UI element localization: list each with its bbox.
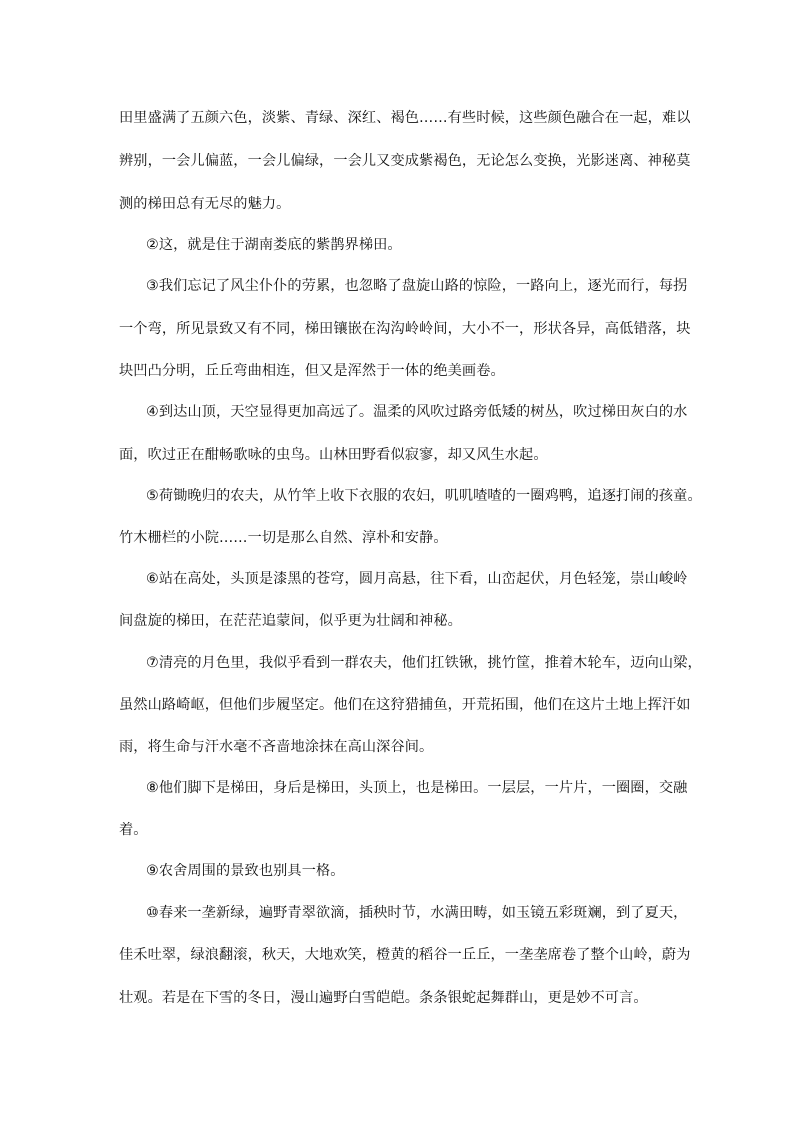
paragraph-7: ⑦清亮的月色里，我似乎看到一群农夫，他们扛铁锹，挑竹筐，推着木轮车，迈向山梁， [146,655,702,671]
text-line: 一个弯，所见景致又有不同，梯田镶嵌在沟沟岭岭间，大小不一，形状各异，高低错落，块 [119,321,691,337]
paragraph-5: ⑤荷锄晚归的农夫，从竹竿上收下衣服的农妇，叽叽喳喳的一圈鸡鸭，追逐打闹的孩童。 [146,488,702,504]
paragraph-10: ⑩春来一垄新绿，遍野青翠欲滴，插秧时节，水满田畴，如玉镜五彩斑斓，到了夏天， [146,905,688,921]
text-line: 竹木栅栏的小院……一切是那么自然、淳朴和安静。 [119,530,448,546]
paragraph-9: ⑨农舍周围的景致也别具一格。 [146,863,345,879]
text-line: 虽然山路崎岖，但他们步履坚定。他们在这狩猎捕鱼，开荒拓围，他们在这片土地上挥汗如 [119,697,691,713]
text-line: 辨别，一会儿偏蓝，一会儿偏绿，一会儿又变成紫褐色，无论怎么变换，光影迷离、神秘莫 [119,153,691,169]
text-line: 面，吹过正在酣畅歌咏的虫鸟。山林田野看似寂寥，却又风生水起。 [119,447,548,463]
text-line: 测的梯田总有无尽的魅力。 [119,196,291,212]
text-line: 壮观。若是在下雪的冬日，漫山遍野白雪皑皑。条条银蛇起舞群山，更是妙不可言。 [119,990,648,1006]
text-line: 田里盛满了五颜六色，淡紫、青绿、深红、褐色……有些时候，这些颜色融合在一起，难以 [119,110,691,126]
text-line: 间盘旋的梯田，在茫茫追蒙间，似乎更为壮阔和神秘。 [119,613,462,629]
paragraph-3: ③我们忘记了风尘仆仆的劳累，也忽略了盘旋山路的惊险，一路向上，逐光而行，每拐 [146,278,688,294]
paragraph-4: ④到达山顶，天空显得更加高远了。温柔的风吹过路旁低矮的树丛，吹过梯田灰白的水 [146,404,688,420]
text-line: 佳禾吐翠，绿浪翻滚，秋天，大地欢笑，橙黄的稻谷一丘丘，一垄垄席卷了整个山岭，蔚为 [119,947,691,963]
paragraph-2: ②这，就是住于湖南娄底的紫鹊界梯田。 [146,237,402,253]
text-line: 着。 [119,822,148,838]
paragraph-8: ⑧他们脚下是梯田，身后是梯田，头顶上，也是梯田。一层层，一片片，一圈圈，交融 [146,780,688,796]
paragraph-6: ⑥站在高处，头顶是漆黑的苍穹，圆月高悬，往下看，山峦起伏，月色轻笼，崇山峻岭 [146,571,688,587]
text-line: 雨，将生命与汗水毫不吝啬地涂抹在高山深谷间。 [119,739,434,755]
text-line: 块凹凸分明，丘丘弯曲相连，但又是浑然于一体的绝美画卷。 [119,363,505,379]
